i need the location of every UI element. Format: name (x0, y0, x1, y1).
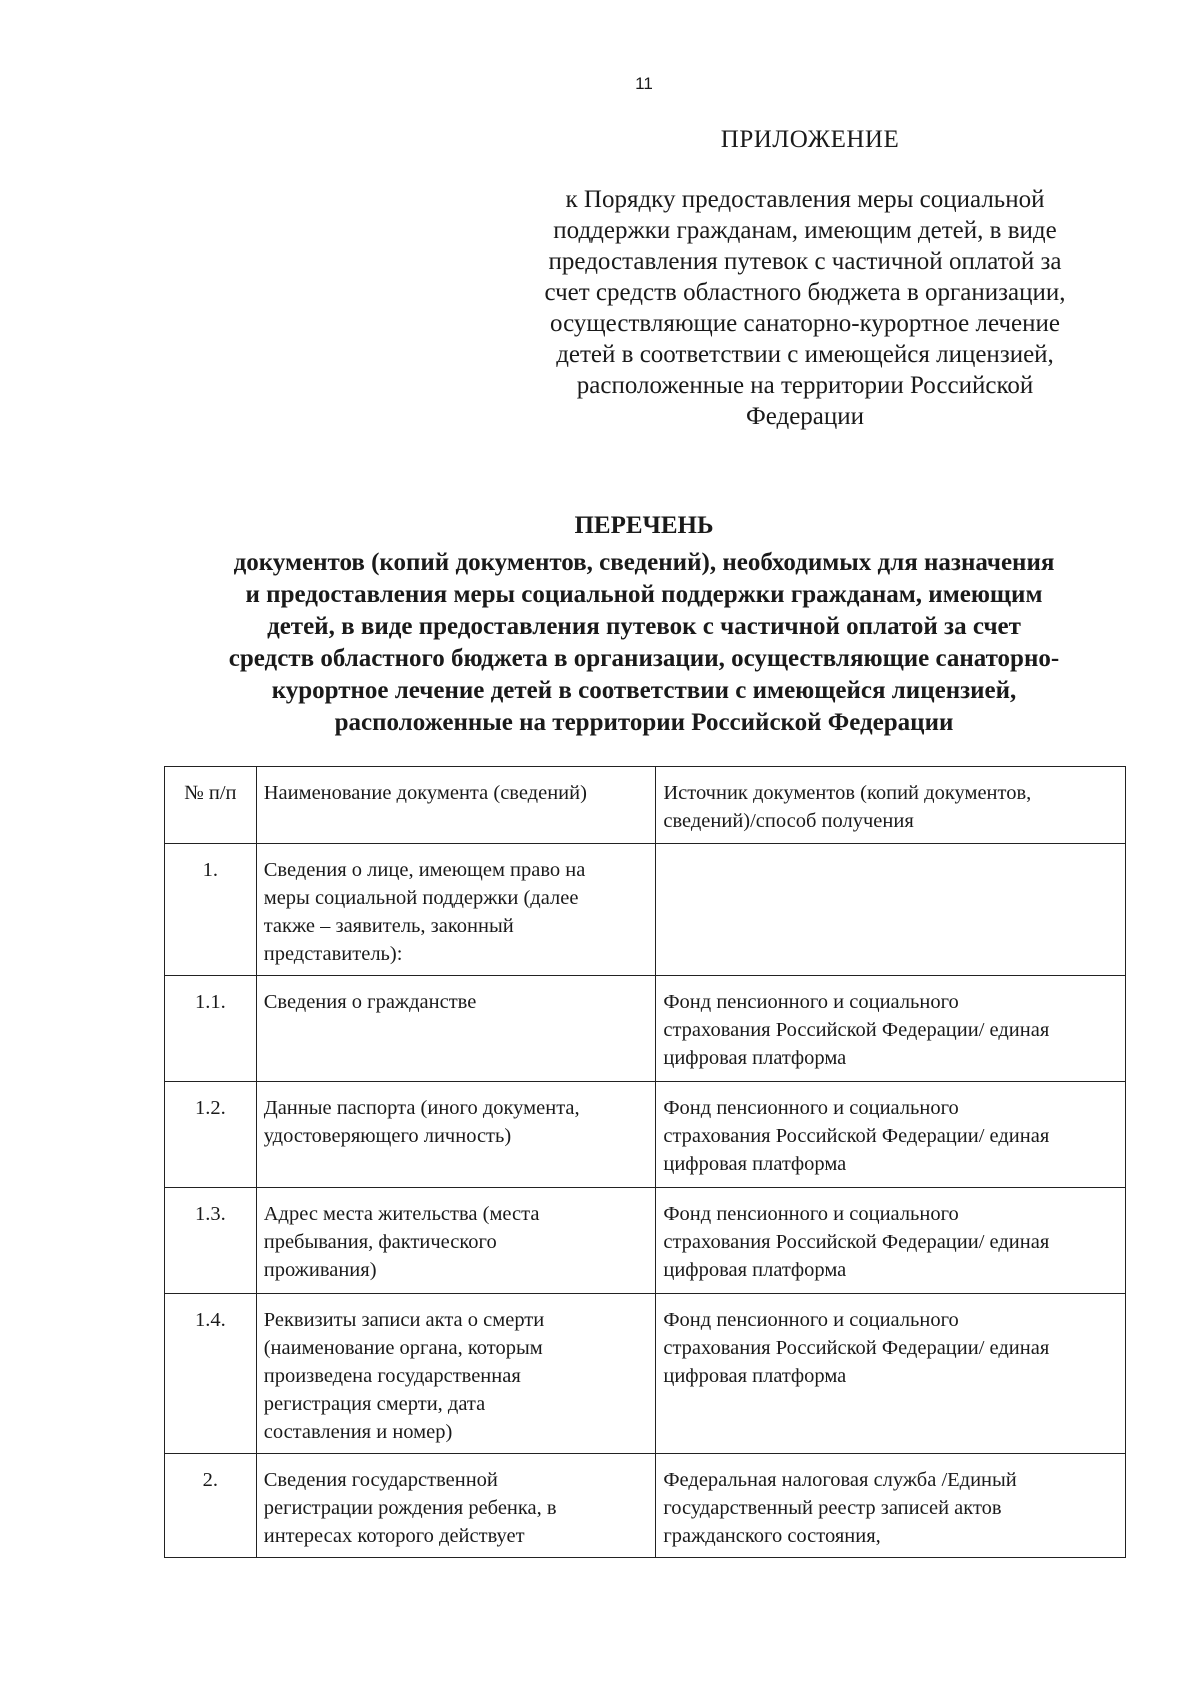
row-name-line: представитель): (263, 943, 403, 965)
header-source-line: Источник документов (копий документов, (663, 782, 1032, 804)
row-name-line: удостоверяющего личность) (263, 1125, 512, 1147)
row-source-line: страхования Российской Федерации/ единая (663, 1231, 1050, 1253)
row-num: 1. (165, 844, 257, 976)
list-subtitle-line: документов (копий документов, сведений), необходимых для назначения (233, 549, 1055, 576)
row-name-line: интересах которого действует (263, 1525, 525, 1547)
row-num: 1.2. (165, 1082, 257, 1188)
table-row (165, 1188, 1126, 1294)
appendix-subtitle-line: поддержки гражданам, имеющим детей, в виде (553, 217, 1057, 244)
appendix-subtitle-line: счет средств областного бюджета в организации, (544, 279, 1066, 306)
appendix-subtitle-line: расположенные на территории Российской (576, 372, 1034, 399)
row-num: 1.1. (165, 976, 257, 1082)
documents-table (164, 766, 1126, 1558)
row-source (656, 1188, 1126, 1294)
row-name-line: Сведения о лице, имеющем право на (263, 859, 586, 881)
table-row (165, 1454, 1126, 1558)
table-row (165, 1294, 1126, 1454)
row-source-line: цифровая платформа (663, 1365, 847, 1387)
row-source (656, 976, 1126, 1082)
row-name-line: составления и номер) (263, 1421, 453, 1443)
appendix-subtitle-line: детей в соответствии с имеющейся лицензией, (556, 341, 1054, 368)
list-subtitle (150, 547, 1138, 739)
list-subtitle-line: детей, в виде предоставления путевок с частичной оплатой за счет (267, 613, 1021, 640)
appendix-subtitle-line: к Порядку предоставления меры социальной (565, 186, 1045, 213)
row-source-line: страхования Российской Федерации/ единая (663, 1337, 1050, 1359)
row-source-line: гражданского состояния, (663, 1525, 881, 1547)
row-name (256, 844, 656, 976)
row-source-line: страхования Российской Федерации/ единая (663, 1125, 1050, 1147)
row-source-line: Фонд пенсионного и социального (663, 1097, 959, 1119)
header-num: № п/п (165, 767, 257, 844)
row-name-line: Данные паспорта (иного документа, (263, 1097, 580, 1119)
row-name (256, 1188, 656, 1294)
row-source-line: цифровая платформа (663, 1259, 847, 1281)
list-subtitle-line: курортное лечение детей в соответствии с имеющейся лицензией, (271, 677, 1017, 704)
row-num: 2. (165, 1454, 257, 1558)
row-name (256, 1294, 656, 1454)
list-subtitle-line: и предоставления меры социальной поддержки гражданам, имеющим (245, 581, 1043, 608)
row-source-line: Фонд пенсионного и социального (663, 991, 959, 1013)
header-source (656, 767, 1126, 844)
header-source-line: сведений)/способ получения (663, 810, 914, 832)
page-number: 11 (635, 74, 653, 93)
row-name-line: регистрации рождения ребенка, в (263, 1497, 557, 1519)
row-source-line: Фонд пенсионного и социального (663, 1309, 959, 1331)
appendix-subtitle-line: Федерации (745, 403, 865, 430)
row-source (656, 844, 1126, 976)
row-name (256, 976, 656, 1082)
table-header-row (165, 767, 1126, 844)
row-source-line: страхования Российской Федерации/ единая (663, 1019, 1050, 1041)
row-name (256, 1454, 656, 1558)
row-name-line: Реквизиты записи акта о смерти (263, 1309, 545, 1331)
table-row (165, 976, 1126, 1082)
row-name-line: также – заявитель, законный (263, 915, 514, 937)
row-num: 1.3. (165, 1188, 257, 1294)
row-num: 1.4. (165, 1294, 257, 1454)
row-name-line: (наименование органа, которым (263, 1337, 543, 1359)
row-source (656, 1294, 1126, 1454)
row-source-line: цифровая платформа (663, 1153, 847, 1175)
row-name-line: произведена государственная (263, 1365, 521, 1387)
table-row (165, 844, 1126, 976)
row-source-line: государственный реестр записей актов (663, 1497, 1002, 1519)
row-name-line: регистрация смерти, дата (263, 1393, 486, 1415)
appendix-subtitle-line: предоставления путевок с частичной оплатой за (548, 248, 1062, 275)
row-source (656, 1082, 1126, 1188)
row-source-line: Фонд пенсионного и социального (663, 1203, 959, 1225)
row-name-line: меры социальной поддержки (далее (263, 887, 579, 909)
header-name: Наименование документа (сведений) (256, 767, 656, 844)
row-name-line: Сведения государственной (263, 1469, 498, 1491)
list-subtitle-line: расположенные на территории Российской Федерации (334, 709, 954, 736)
row-name (256, 1082, 656, 1188)
appendix-subtitle (520, 184, 1090, 432)
list-subtitle-line: средств областного бюджета в организации, осуществляющие санаторно- (228, 645, 1060, 672)
list-title: ПЕРЕЧЕНЬ (574, 512, 714, 539)
row-name-line: проживания) (263, 1259, 377, 1281)
row-source (656, 1454, 1126, 1558)
row-name-line: Сведения о гражданстве (263, 991, 477, 1013)
row-name-line: пребывания, фактического (263, 1231, 497, 1253)
appendix-title: ПРИЛОЖЕНИЕ (720, 126, 900, 153)
appendix-subtitle-line: осуществляющие санаторно-курортное лечение (550, 310, 1060, 337)
row-source-line: Федеральная налоговая служба /Единый (663, 1469, 1017, 1491)
table-row (165, 1082, 1126, 1188)
row-name-line: Адрес места жительства (места (263, 1203, 540, 1225)
row-source-line: цифровая платформа (663, 1047, 847, 1069)
